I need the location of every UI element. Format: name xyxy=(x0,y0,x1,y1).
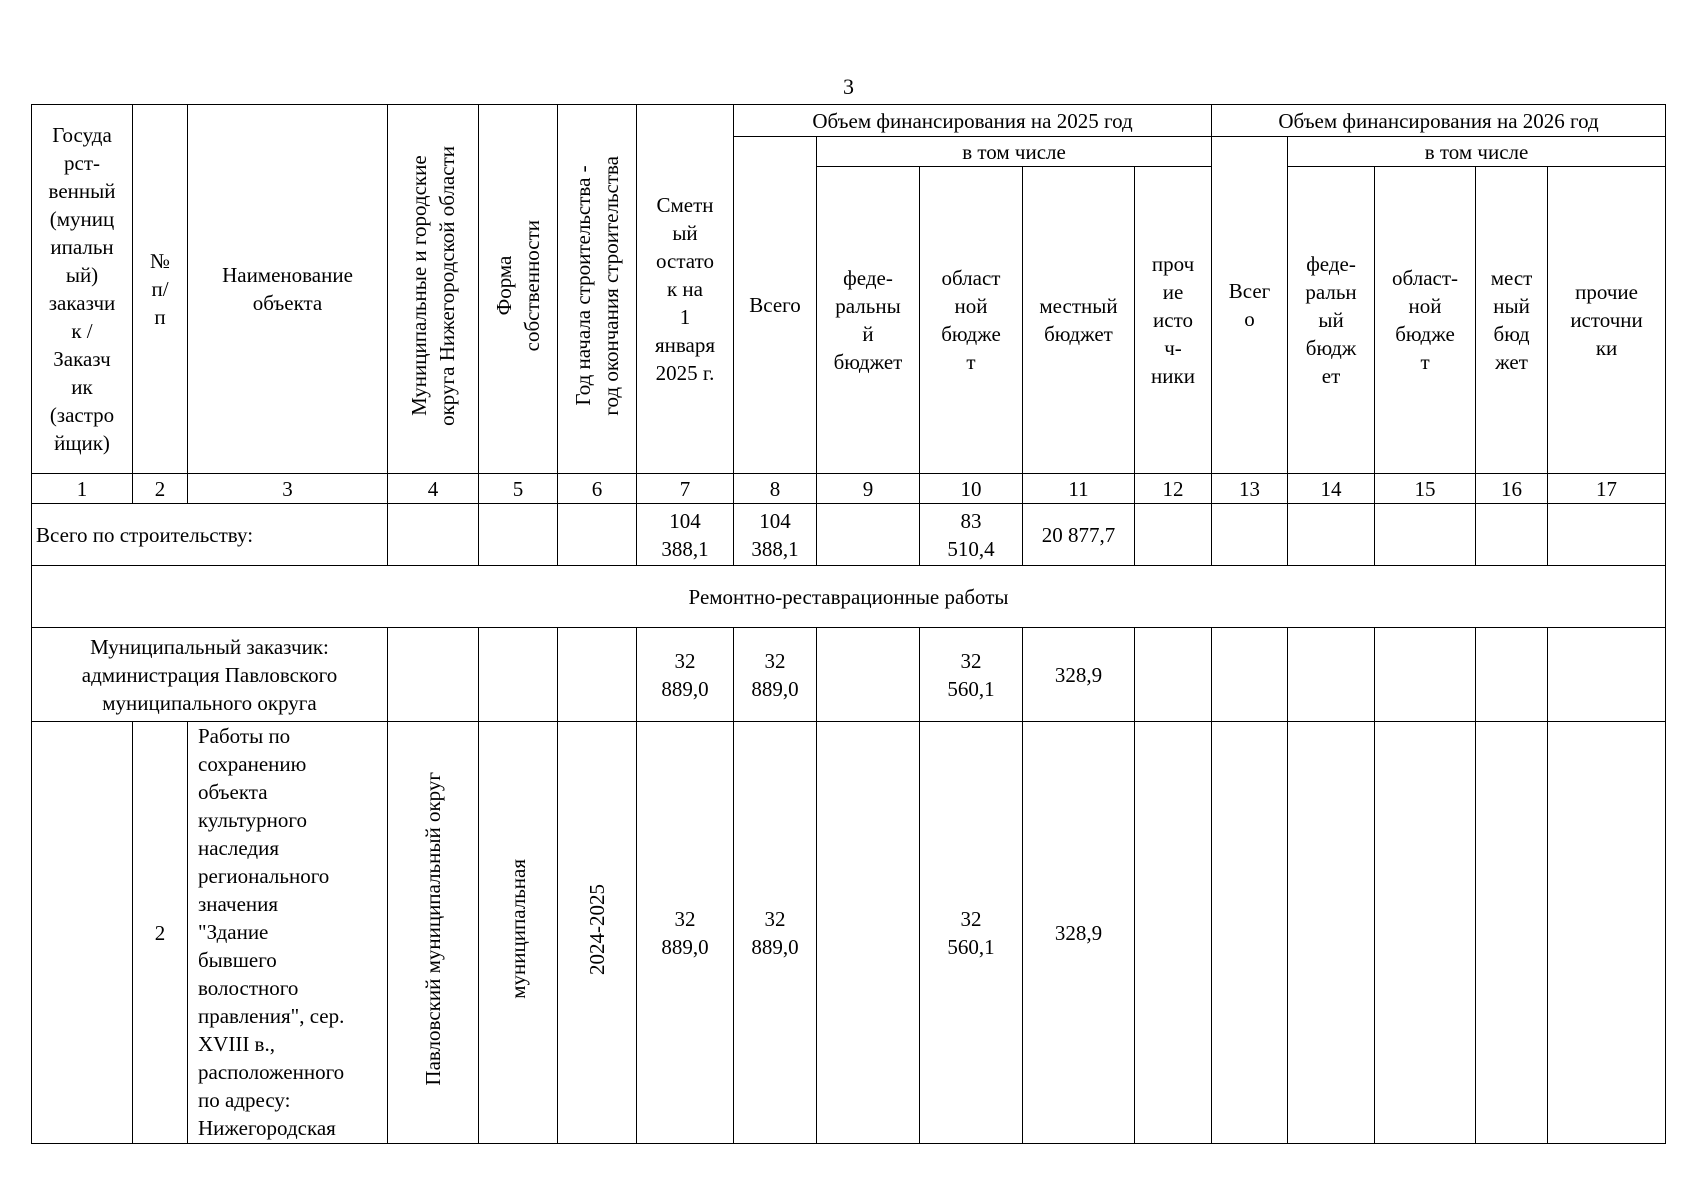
funding-table xyxy=(31,104,1666,1144)
empty-cell xyxy=(1375,504,1476,566)
col-number: 6 xyxy=(558,474,637,504)
item-local-2025: 328,9 xyxy=(1023,722,1135,1144)
header-num: № п/ п xyxy=(133,105,188,474)
header-estimate: Сметн ый остато к на 1 января 2025 г. xyxy=(637,105,734,474)
header-name: Наименование объекта xyxy=(188,105,388,474)
customer-label: Муниципальный заказчик: администрация Павловского муниципального округа xyxy=(32,628,388,722)
section-title: Ремонтно-реставрационные работы xyxy=(32,566,1666,628)
customer-total-2025: 32 889,0 xyxy=(734,628,817,722)
header-municipal xyxy=(388,105,479,474)
col-number: 15 xyxy=(1375,474,1476,504)
header-years-text: Год начала строительства - год окончания строительства xyxy=(571,155,623,416)
customer-regional-2025: 32 560,1 xyxy=(920,628,1023,722)
empty-cell xyxy=(817,628,920,722)
customer-estimate: 32 889,0 xyxy=(637,628,734,722)
item-municipal-text: Павловский муниципальный округ xyxy=(421,772,445,1086)
header-municipal-text: Муниципальные и городские округа Нижегородской области xyxy=(407,145,459,426)
item-total-2025: 32 889,0 xyxy=(734,722,817,1144)
item-regional-2025: 32 560,1 xyxy=(920,722,1023,1144)
header-customer: Госуда рст- венный (муниц ипальн ый) заказчи к / Заказч ик (застро йщик) xyxy=(32,105,133,474)
empty-cell xyxy=(1375,628,1476,722)
empty-cell xyxy=(817,504,920,566)
column-number-row xyxy=(32,474,1666,504)
item-num: 2 xyxy=(133,722,188,1144)
col-number: 16 xyxy=(1476,474,1548,504)
col-number: 17 xyxy=(1548,474,1666,504)
header-years xyxy=(558,105,637,474)
header-federal-2026: феде- ральн ый бюдж ет xyxy=(1288,167,1375,474)
empty-cell xyxy=(558,504,637,566)
col-number: 3 xyxy=(188,474,388,504)
header-incl-2026: в том числе xyxy=(1288,137,1666,167)
header-total-2026: Всег о xyxy=(1212,137,1288,474)
header-funding-2025: Объем финансирования на 2025 год xyxy=(734,105,1212,137)
empty-cell xyxy=(817,722,920,1144)
empty-cell xyxy=(1476,628,1548,722)
section-row xyxy=(32,566,1666,628)
customer-row xyxy=(32,628,1666,722)
header-federal-2025: феде- ральны й бюджет xyxy=(817,167,920,474)
total-2025: 104 388,1 xyxy=(734,504,817,566)
col-number: 2 xyxy=(133,474,188,504)
col-number: 8 xyxy=(734,474,817,504)
item-ownership-text: муниципальная xyxy=(506,859,530,999)
empty-cell xyxy=(1288,628,1375,722)
item-municipal xyxy=(388,722,479,1144)
page-number: 3 xyxy=(843,74,854,99)
total-regional-2025: 83 510,4 xyxy=(920,504,1023,566)
empty-cell xyxy=(1135,504,1212,566)
col-number: 11 xyxy=(1023,474,1135,504)
empty-cell xyxy=(1135,628,1212,722)
item-estimate: 32 889,0 xyxy=(637,722,734,1144)
empty-cell xyxy=(479,628,558,722)
item-ownership xyxy=(479,722,558,1144)
item-name: Работы по сохранению объекта культурного наследия регионального значения "Здание бывшего волостного правления", сер. XVIII в., расположенного по адресу: Нижегородская xyxy=(188,722,388,1144)
col-number: 1 xyxy=(32,474,133,504)
header-funding-2026: Объем финансирования на 2026 год xyxy=(1212,105,1666,137)
empty-cell xyxy=(388,628,479,722)
header-other-2025: проч ие исто ч- ники xyxy=(1135,167,1212,474)
empty-cell xyxy=(1288,722,1375,1144)
header-local-2025: местный бюджет xyxy=(1023,167,1135,474)
col-number: 7 xyxy=(637,474,734,504)
item-years xyxy=(558,722,637,1144)
header-local-2026: мест ный бюд жет xyxy=(1476,167,1548,474)
col-number: 12 xyxy=(1135,474,1212,504)
item-years-text: 2024-2025 xyxy=(585,883,609,975)
col-number: 10 xyxy=(920,474,1023,504)
empty-cell xyxy=(1548,504,1666,566)
total-local-2025: 20 877,7 xyxy=(1023,504,1135,566)
col-number: 14 xyxy=(1288,474,1375,504)
empty-cell xyxy=(1548,628,1666,722)
total-estimate: 104 388,1 xyxy=(637,504,734,566)
header-incl-2025: в том числе xyxy=(817,137,1212,167)
empty-cell xyxy=(1212,722,1288,1144)
empty-cell xyxy=(1476,504,1548,566)
header-regional-2025: област ной бюдже т xyxy=(920,167,1023,474)
empty-cell xyxy=(388,504,479,566)
header-ownership xyxy=(479,105,558,474)
empty-cell xyxy=(32,722,133,1144)
total-label: Всего по строительству: xyxy=(32,504,388,566)
col-number: 4 xyxy=(388,474,479,504)
header-regional-2026: област- ной бюдже т xyxy=(1375,167,1476,474)
empty-cell xyxy=(1288,504,1375,566)
header-other-2026: прочие источни ки xyxy=(1548,167,1666,474)
col-number: 9 xyxy=(817,474,920,504)
empty-cell xyxy=(1135,722,1212,1144)
col-number: 13 xyxy=(1212,474,1288,504)
total-row xyxy=(32,504,1666,566)
empty-cell xyxy=(1375,722,1476,1144)
header-ownership-text: Форма собственности xyxy=(492,219,544,352)
empty-cell xyxy=(1476,722,1548,1144)
empty-cell xyxy=(1548,722,1666,1144)
empty-cell xyxy=(479,504,558,566)
item-row xyxy=(32,722,1666,1144)
empty-cell xyxy=(1212,504,1288,566)
header-total-2025: Всего xyxy=(734,137,817,474)
customer-local-2025: 328,9 xyxy=(1023,628,1135,722)
empty-cell xyxy=(1212,628,1288,722)
empty-cell xyxy=(558,628,637,722)
col-number: 5 xyxy=(479,474,558,504)
